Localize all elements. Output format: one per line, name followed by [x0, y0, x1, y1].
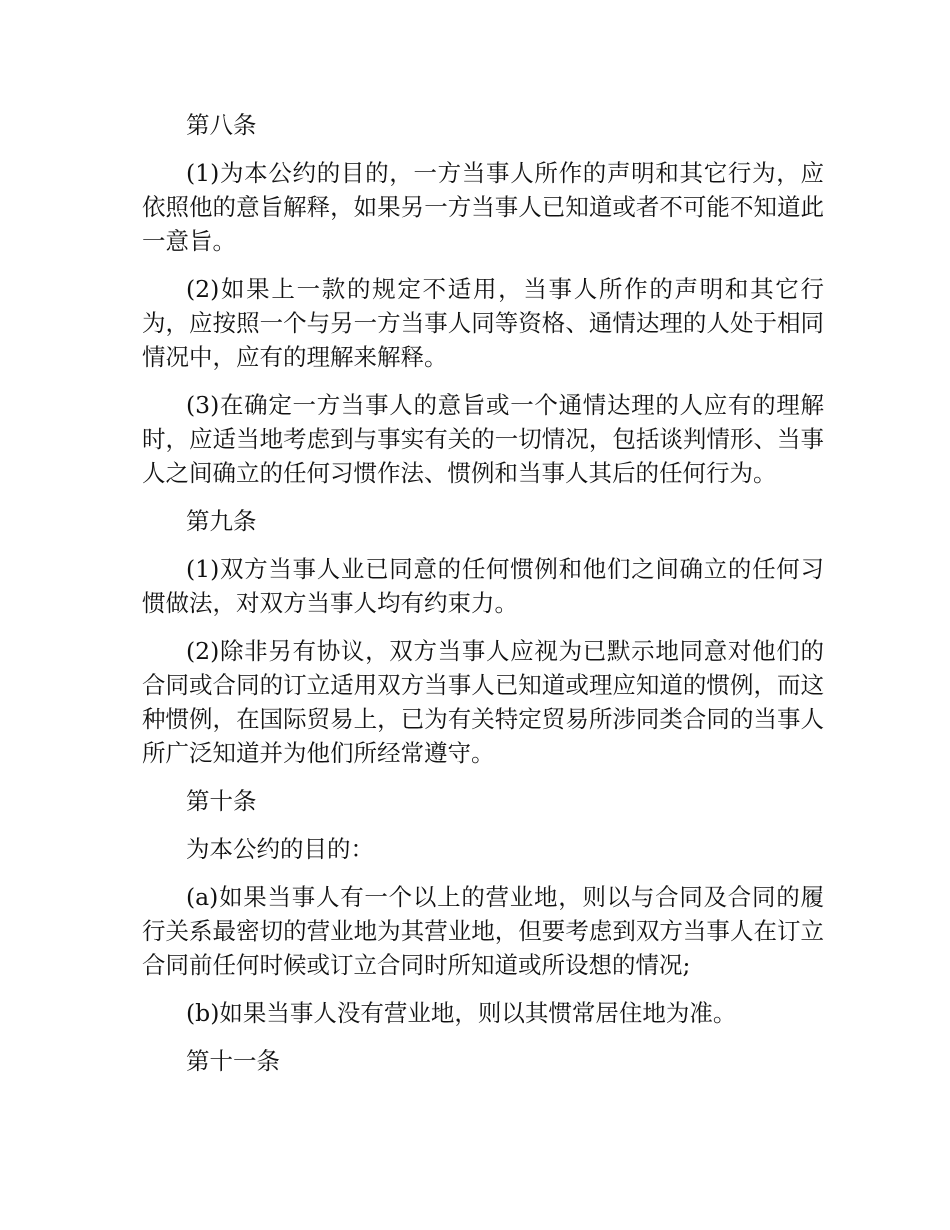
article-9-paragraph-1: (1)双方当事人业已同意的任何惯例和他们之间确立的任何习惯做法，对双方当事人均有约束力。 — [142, 555, 824, 617]
article-11-heading: 第十一条 — [186, 1047, 280, 1075]
article-10-intro: 为本公约的目的： — [186, 835, 374, 863]
article-8-paragraph-1: (1)为本公约的目的，一方当事人所作的声明和其它行为，应依照他的意旨解释，如果另一方当事人已知道或者不可能不知道此一意旨。 — [142, 159, 824, 255]
document-page — [142, 108, 824, 1092]
article-10-item-b: (b)如果当事人没有营业地，则以其惯常居住地为准。 — [186, 999, 737, 1027]
article-9-paragraph-2: (2)除非另有协议，双方当事人应视为已默示地同意对他们的合同或合同的订立适用双方当事人已知道或理应知道的惯例，而这种惯例，在国际贸易上，已为有关特定贸易所涉同类合同的当事人所广泛知道并为他们所经常遵守。 — [142, 637, 824, 767]
article-8-heading: 第八条 — [186, 111, 257, 139]
article-10-item-a: (a)如果当事人有一个以上的营业地，则以与合同及合同的履行关系最密切的营业地为其营业地，但要考虑到双方当事人在订立合同前任何时候或订立合同时所知道或所设想的情况; — [142, 883, 824, 979]
article-8-paragraph-3: (3)在确定一方当事人的意旨或一个通情达理的人应有的理解时，应适当地考虑到与事实有关的一切情况，包括谈判情形、当事人之间确立的任何习惯作法、惯例和当事人其后的任何行为。 — [142, 391, 824, 487]
article-10-heading: 第十条 — [186, 787, 257, 815]
article-8-paragraph-2: (2)如果上一款的规定不适用，当事人所作的声明和其它行为，应按照一个与另一方当事人同等资格、通情达理的人处于相同情况中，应有的理解来解释。 — [142, 275, 824, 371]
article-9-heading: 第九条 — [186, 507, 257, 535]
